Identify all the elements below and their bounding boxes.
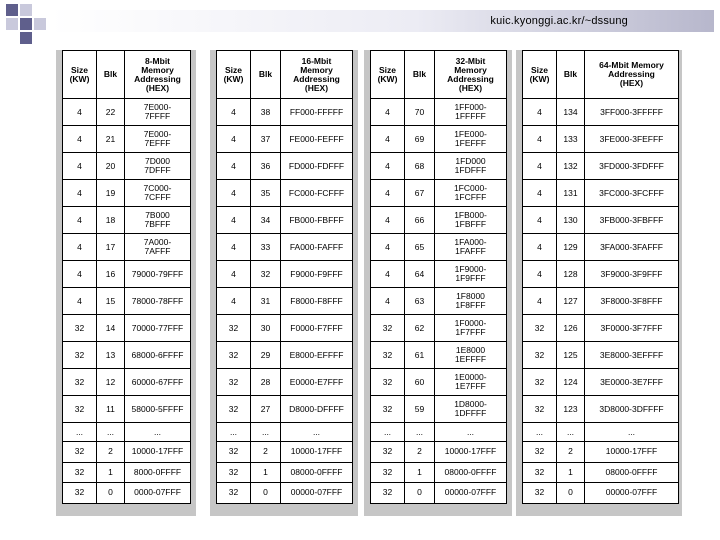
cell-address: 1FD000 1FDFFF [435, 153, 507, 180]
square-dark-icon [20, 18, 32, 30]
cell-blk: 65 [405, 234, 435, 261]
cell-size: ... [63, 423, 97, 442]
memory-table-64mbit [522, 50, 679, 504]
cell-address: 78000-78FFF [125, 288, 191, 315]
cell-blk: 17 [97, 234, 125, 261]
table-row [523, 483, 679, 504]
cell-blk: 16 [97, 261, 125, 288]
cell-address: 60000-67FFF [125, 369, 191, 396]
cell-address: 68000-6FFFF [125, 342, 191, 369]
cell-blk: ... [405, 423, 435, 442]
table-row [523, 126, 679, 153]
cell-size: ... [371, 423, 405, 442]
cell-blk: 31 [251, 288, 281, 315]
cell-blk: 27 [251, 396, 281, 423]
col-address: 8-Mbit Memory Addressing (HEX) [125, 51, 191, 99]
table-row [523, 153, 679, 180]
cell-size: 4 [217, 153, 251, 180]
cell-blk: 2 [97, 442, 125, 463]
table-row [523, 288, 679, 315]
col-address: 64-Mbit Memory Addressing (HEX) [585, 51, 679, 99]
cell-blk: 0 [557, 483, 585, 504]
cell-address: 1F9000- 1F9FFF [435, 261, 507, 288]
cell-address: 3FD000-3FDFFF [585, 153, 679, 180]
cell-size: 4 [217, 99, 251, 126]
cell-size: ... [523, 423, 557, 442]
table-row [371, 396, 507, 423]
table-row [63, 180, 191, 207]
cell-blk: 32 [251, 261, 281, 288]
cell-address: 10000-17FFF [281, 442, 353, 463]
cell-blk: 125 [557, 342, 585, 369]
cell-size: 4 [523, 180, 557, 207]
col-size: Size (KW) [63, 51, 97, 99]
table-header-row [371, 51, 507, 99]
table-header-row [523, 51, 679, 99]
table-row [371, 423, 507, 442]
cell-address: 7D000 7DFFF [125, 153, 191, 180]
cell-address: 7E000- 7EFFF [125, 126, 191, 153]
table-row [371, 442, 507, 463]
cell-blk: 37 [251, 126, 281, 153]
cell-blk: 2 [557, 442, 585, 463]
table-row [523, 396, 679, 423]
table-row [63, 126, 191, 153]
cell-address: 3F8000-3F8FFF [585, 288, 679, 315]
cell-address: 1FA000- 1FAFFF [435, 234, 507, 261]
cell-address: FA000-FAFFF [281, 234, 353, 261]
table-row [217, 207, 353, 234]
cell-address: 7C000- 7CFFF [125, 180, 191, 207]
cell-blk: 126 [557, 315, 585, 342]
table-panel-32mbit [364, 50, 512, 516]
cell-size: 32 [217, 342, 251, 369]
cell-address: 1FB000- 1FBFFF [435, 207, 507, 234]
cell-address: 7E000- 7FFFF [125, 99, 191, 126]
table-row [371, 99, 507, 126]
cell-address: F0000-F7FFF [281, 315, 353, 342]
table-row [217, 315, 353, 342]
cell-blk: 38 [251, 99, 281, 126]
cell-blk: 2 [405, 442, 435, 463]
cell-blk: 34 [251, 207, 281, 234]
cell-address: 0000-07FFF [125, 483, 191, 504]
cell-blk: 22 [97, 99, 125, 126]
cell-size: 32 [523, 396, 557, 423]
table-row [371, 126, 507, 153]
cell-blk: 0 [405, 483, 435, 504]
cell-address: 7A000- 7AFFF [125, 234, 191, 261]
cell-address: 79000-79FFF [125, 261, 191, 288]
cell-address: 3F0000-3F7FFF [585, 315, 679, 342]
square-dark-icon [6, 4, 18, 16]
col-blk: Blk [251, 51, 281, 99]
col-blk: Blk [97, 51, 125, 99]
table-row [523, 423, 679, 442]
cell-address: ... [585, 423, 679, 442]
cell-blk: 0 [251, 483, 281, 504]
cell-blk: 18 [97, 207, 125, 234]
cell-blk: ... [251, 423, 281, 442]
cell-blk: 30 [251, 315, 281, 342]
cell-size: 32 [371, 369, 405, 396]
cell-blk: 61 [405, 342, 435, 369]
col-blk: Blk [405, 51, 435, 99]
table-row [523, 315, 679, 342]
cell-address: 1E0000- 1E7FFF [435, 369, 507, 396]
table-row [371, 180, 507, 207]
table-row [371, 234, 507, 261]
cell-address: FF000-FFFFF [281, 99, 353, 126]
cell-size: 4 [523, 207, 557, 234]
table-row [371, 315, 507, 342]
table-row [63, 423, 191, 442]
cell-size: 32 [371, 483, 405, 504]
table-row [217, 288, 353, 315]
memory-table-8mbit [62, 50, 191, 504]
col-address: 16-Mbit Memory Addressing (HEX) [281, 51, 353, 99]
table-row [371, 342, 507, 369]
cell-size: 4 [371, 180, 405, 207]
cell-address: FC000-FCFFF [281, 180, 353, 207]
cell-blk: ... [557, 423, 585, 442]
cell-address: D8000-DFFFF [281, 396, 353, 423]
cell-size: 32 [523, 342, 557, 369]
table-row [371, 261, 507, 288]
cell-blk: 69 [405, 126, 435, 153]
table-row [63, 153, 191, 180]
cell-address: E0000-E7FFF [281, 369, 353, 396]
table-row [523, 207, 679, 234]
cell-size: 4 [523, 153, 557, 180]
cell-blk: 35 [251, 180, 281, 207]
table-row [371, 288, 507, 315]
cell-size: 4 [217, 207, 251, 234]
cell-address: FD000-FDFFF [281, 153, 353, 180]
table-row [63, 396, 191, 423]
cell-blk: 0 [97, 483, 125, 504]
cell-size: 4 [523, 126, 557, 153]
cell-blk: 28 [251, 369, 281, 396]
cell-size: 4 [523, 99, 557, 126]
table-row [217, 261, 353, 288]
cell-blk: 70 [405, 99, 435, 126]
cell-blk: 59 [405, 396, 435, 423]
table-row [63, 442, 191, 463]
cell-size: 4 [217, 261, 251, 288]
table-row [523, 442, 679, 463]
cell-size: 32 [371, 342, 405, 369]
table-row [217, 342, 353, 369]
table-row [217, 423, 353, 442]
cell-size: 4 [523, 234, 557, 261]
col-blk: Blk [557, 51, 585, 99]
cell-size: 32 [217, 369, 251, 396]
cell-blk: 21 [97, 126, 125, 153]
cell-size: 4 [371, 288, 405, 315]
cell-size: 32 [523, 369, 557, 396]
table-header-row [217, 51, 353, 99]
table-panel-64mbit [516, 50, 682, 516]
table-row [63, 369, 191, 396]
cell-blk: 1 [97, 462, 125, 483]
cell-blk: 127 [557, 288, 585, 315]
header-url: kuic.kyonggi.ac.kr/~dssung [490, 15, 628, 27]
table-row [371, 153, 507, 180]
cell-size: 4 [63, 288, 97, 315]
cell-size: 32 [523, 315, 557, 342]
cell-size: 32 [63, 342, 97, 369]
cell-address: 1F0000- 1F7FFF [435, 315, 507, 342]
table-row [63, 207, 191, 234]
table-row [523, 234, 679, 261]
table-panel-16mbit [210, 50, 358, 516]
cell-blk: 131 [557, 180, 585, 207]
cell-size: 4 [371, 126, 405, 153]
table-row [217, 442, 353, 463]
cell-address: 3FA000-3FAFFF [585, 234, 679, 261]
memory-table-16mbit [216, 50, 353, 504]
cell-blk: 133 [557, 126, 585, 153]
table-row [523, 342, 679, 369]
cell-address: 1FF000- 1FFFFF [435, 99, 507, 126]
memory-table-32mbit [370, 50, 507, 504]
cell-size: 32 [371, 442, 405, 463]
square-light-icon [6, 18, 18, 30]
cell-size: 4 [371, 99, 405, 126]
cell-blk: 13 [97, 342, 125, 369]
cell-address: 8000-0FFFF [125, 462, 191, 483]
cell-size: 32 [217, 442, 251, 463]
cell-size: 32 [63, 483, 97, 504]
cell-size: 4 [217, 180, 251, 207]
cell-blk: 62 [405, 315, 435, 342]
cell-address: FE000-FEFFF [281, 126, 353, 153]
cell-size: 4 [63, 180, 97, 207]
cell-size: 32 [63, 462, 97, 483]
cell-size: 4 [63, 207, 97, 234]
cell-address: 10000-17FFF [585, 442, 679, 463]
cell-size: 32 [217, 462, 251, 483]
table-row [63, 99, 191, 126]
cell-address: 1F8000 1F8FFF [435, 288, 507, 315]
cell-address: F8000-F8FFF [281, 288, 353, 315]
table-row [523, 261, 679, 288]
table-row [217, 126, 353, 153]
cell-size: 32 [523, 462, 557, 483]
cell-size: 32 [371, 315, 405, 342]
cell-address: 1FC000- 1FCFFF [435, 180, 507, 207]
cell-blk: 134 [557, 99, 585, 126]
cell-blk: 68 [405, 153, 435, 180]
cell-size: 32 [63, 396, 97, 423]
cell-address: F9000-F9FFF [281, 261, 353, 288]
cell-size: 4 [523, 288, 557, 315]
cell-blk: 1 [405, 462, 435, 483]
cell-size: 4 [63, 99, 97, 126]
cell-size: 4 [63, 261, 97, 288]
cell-address: 3E8000-3EFFFF [585, 342, 679, 369]
cell-size: 32 [63, 442, 97, 463]
cell-blk: 129 [557, 234, 585, 261]
table-row [371, 369, 507, 396]
cell-address: ... [125, 423, 191, 442]
table-row [523, 369, 679, 396]
cell-address: 00000-07FFF [435, 483, 507, 504]
cell-size: 4 [63, 153, 97, 180]
cell-blk: 11 [97, 396, 125, 423]
cell-blk: 1 [251, 462, 281, 483]
cell-address: FB000-FBFFF [281, 207, 353, 234]
cell-blk: 1 [557, 462, 585, 483]
cell-blk: 36 [251, 153, 281, 180]
cell-address: 1E8000 1EFFFF [435, 342, 507, 369]
cell-address: 00000-07FFF [585, 483, 679, 504]
cell-blk: 12 [97, 369, 125, 396]
cell-size: 4 [523, 261, 557, 288]
cell-address: 3FF000-3FFFFF [585, 99, 679, 126]
cell-size: 4 [217, 234, 251, 261]
cell-size: 4 [371, 207, 405, 234]
cell-size: 4 [63, 234, 97, 261]
cell-address: 58000-5FFFF [125, 396, 191, 423]
table-row [371, 462, 507, 483]
table-row [371, 483, 507, 504]
square-dark-icon [20, 32, 32, 44]
table-row [63, 342, 191, 369]
cell-address: 7B000 7BFFF [125, 207, 191, 234]
table-row [217, 462, 353, 483]
cell-blk: 132 [557, 153, 585, 180]
cell-size: 4 [371, 153, 405, 180]
cell-size: 4 [63, 126, 97, 153]
table-row [217, 180, 353, 207]
cell-size: 32 [63, 315, 97, 342]
cell-size: 32 [371, 462, 405, 483]
cell-blk: 123 [557, 396, 585, 423]
cell-size: 32 [217, 315, 251, 342]
cell-blk: 124 [557, 369, 585, 396]
cell-address: 70000-77FFF [125, 315, 191, 342]
decorative-squares [6, 4, 46, 44]
table-row [63, 315, 191, 342]
cell-blk: 130 [557, 207, 585, 234]
table-row [523, 462, 679, 483]
cell-size: ... [217, 423, 251, 442]
cell-address: 08000-0FFFF [281, 462, 353, 483]
cell-blk: 64 [405, 261, 435, 288]
col-size: Size (KW) [371, 51, 405, 99]
table-row [63, 261, 191, 288]
table-row [371, 207, 507, 234]
cell-size: 32 [523, 483, 557, 504]
cell-size: 32 [63, 369, 97, 396]
cell-address: E8000-EFFFF [281, 342, 353, 369]
cell-address: 08000-0FFFF [585, 462, 679, 483]
cell-size: 32 [371, 396, 405, 423]
cell-blk: ... [97, 423, 125, 442]
cell-blk: 29 [251, 342, 281, 369]
table-row [523, 180, 679, 207]
cell-address: 08000-0FFFF [435, 462, 507, 483]
table-header-row [63, 51, 191, 99]
cell-size: 32 [523, 442, 557, 463]
cell-blk: 15 [97, 288, 125, 315]
cell-address: 3FB000-3FBFFF [585, 207, 679, 234]
cell-size: 4 [371, 261, 405, 288]
table-row [217, 153, 353, 180]
cell-blk: 19 [97, 180, 125, 207]
cell-address: 3FE000-3FEFFF [585, 126, 679, 153]
table-row [217, 396, 353, 423]
cell-address: 1D8000- 1DFFFF [435, 396, 507, 423]
cell-blk: 67 [405, 180, 435, 207]
cell-blk: 128 [557, 261, 585, 288]
cell-address: 00000-07FFF [281, 483, 353, 504]
cell-address: 10000-17FFF [435, 442, 507, 463]
table-row [217, 483, 353, 504]
cell-blk: 33 [251, 234, 281, 261]
table-row [63, 288, 191, 315]
cell-size: 4 [371, 234, 405, 261]
cell-blk: 63 [405, 288, 435, 315]
table-row [63, 483, 191, 504]
cell-address: 3E0000-3E7FFF [585, 369, 679, 396]
cell-size: 4 [217, 126, 251, 153]
cell-size: 32 [217, 396, 251, 423]
col-size: Size (KW) [523, 51, 557, 99]
table-row [217, 234, 353, 261]
table-row [523, 99, 679, 126]
cell-blk: 66 [405, 207, 435, 234]
square-light-icon [34, 18, 46, 30]
cell-address: 10000-17FFF [125, 442, 191, 463]
cell-blk: 20 [97, 153, 125, 180]
cell-address: ... [435, 423, 507, 442]
table-row [217, 99, 353, 126]
cell-address: 1FE000- 1FEFFF [435, 126, 507, 153]
table-panel-8mbit [56, 50, 196, 516]
table-row [217, 369, 353, 396]
square-light-icon [20, 4, 32, 16]
table-row [63, 234, 191, 261]
cell-address: 3F9000-3F9FFF [585, 261, 679, 288]
cell-address: 3D8000-3DFFFF [585, 396, 679, 423]
cell-address: 3FC000-3FCFFF [585, 180, 679, 207]
cell-blk: 2 [251, 442, 281, 463]
col-address: 32-Mbit Memory Addressing (HEX) [435, 51, 507, 99]
cell-blk: 60 [405, 369, 435, 396]
cell-address: ... [281, 423, 353, 442]
table-row [63, 462, 191, 483]
cell-size: 32 [217, 483, 251, 504]
col-size: Size (KW) [217, 51, 251, 99]
cell-blk: 14 [97, 315, 125, 342]
cell-size: 4 [217, 288, 251, 315]
